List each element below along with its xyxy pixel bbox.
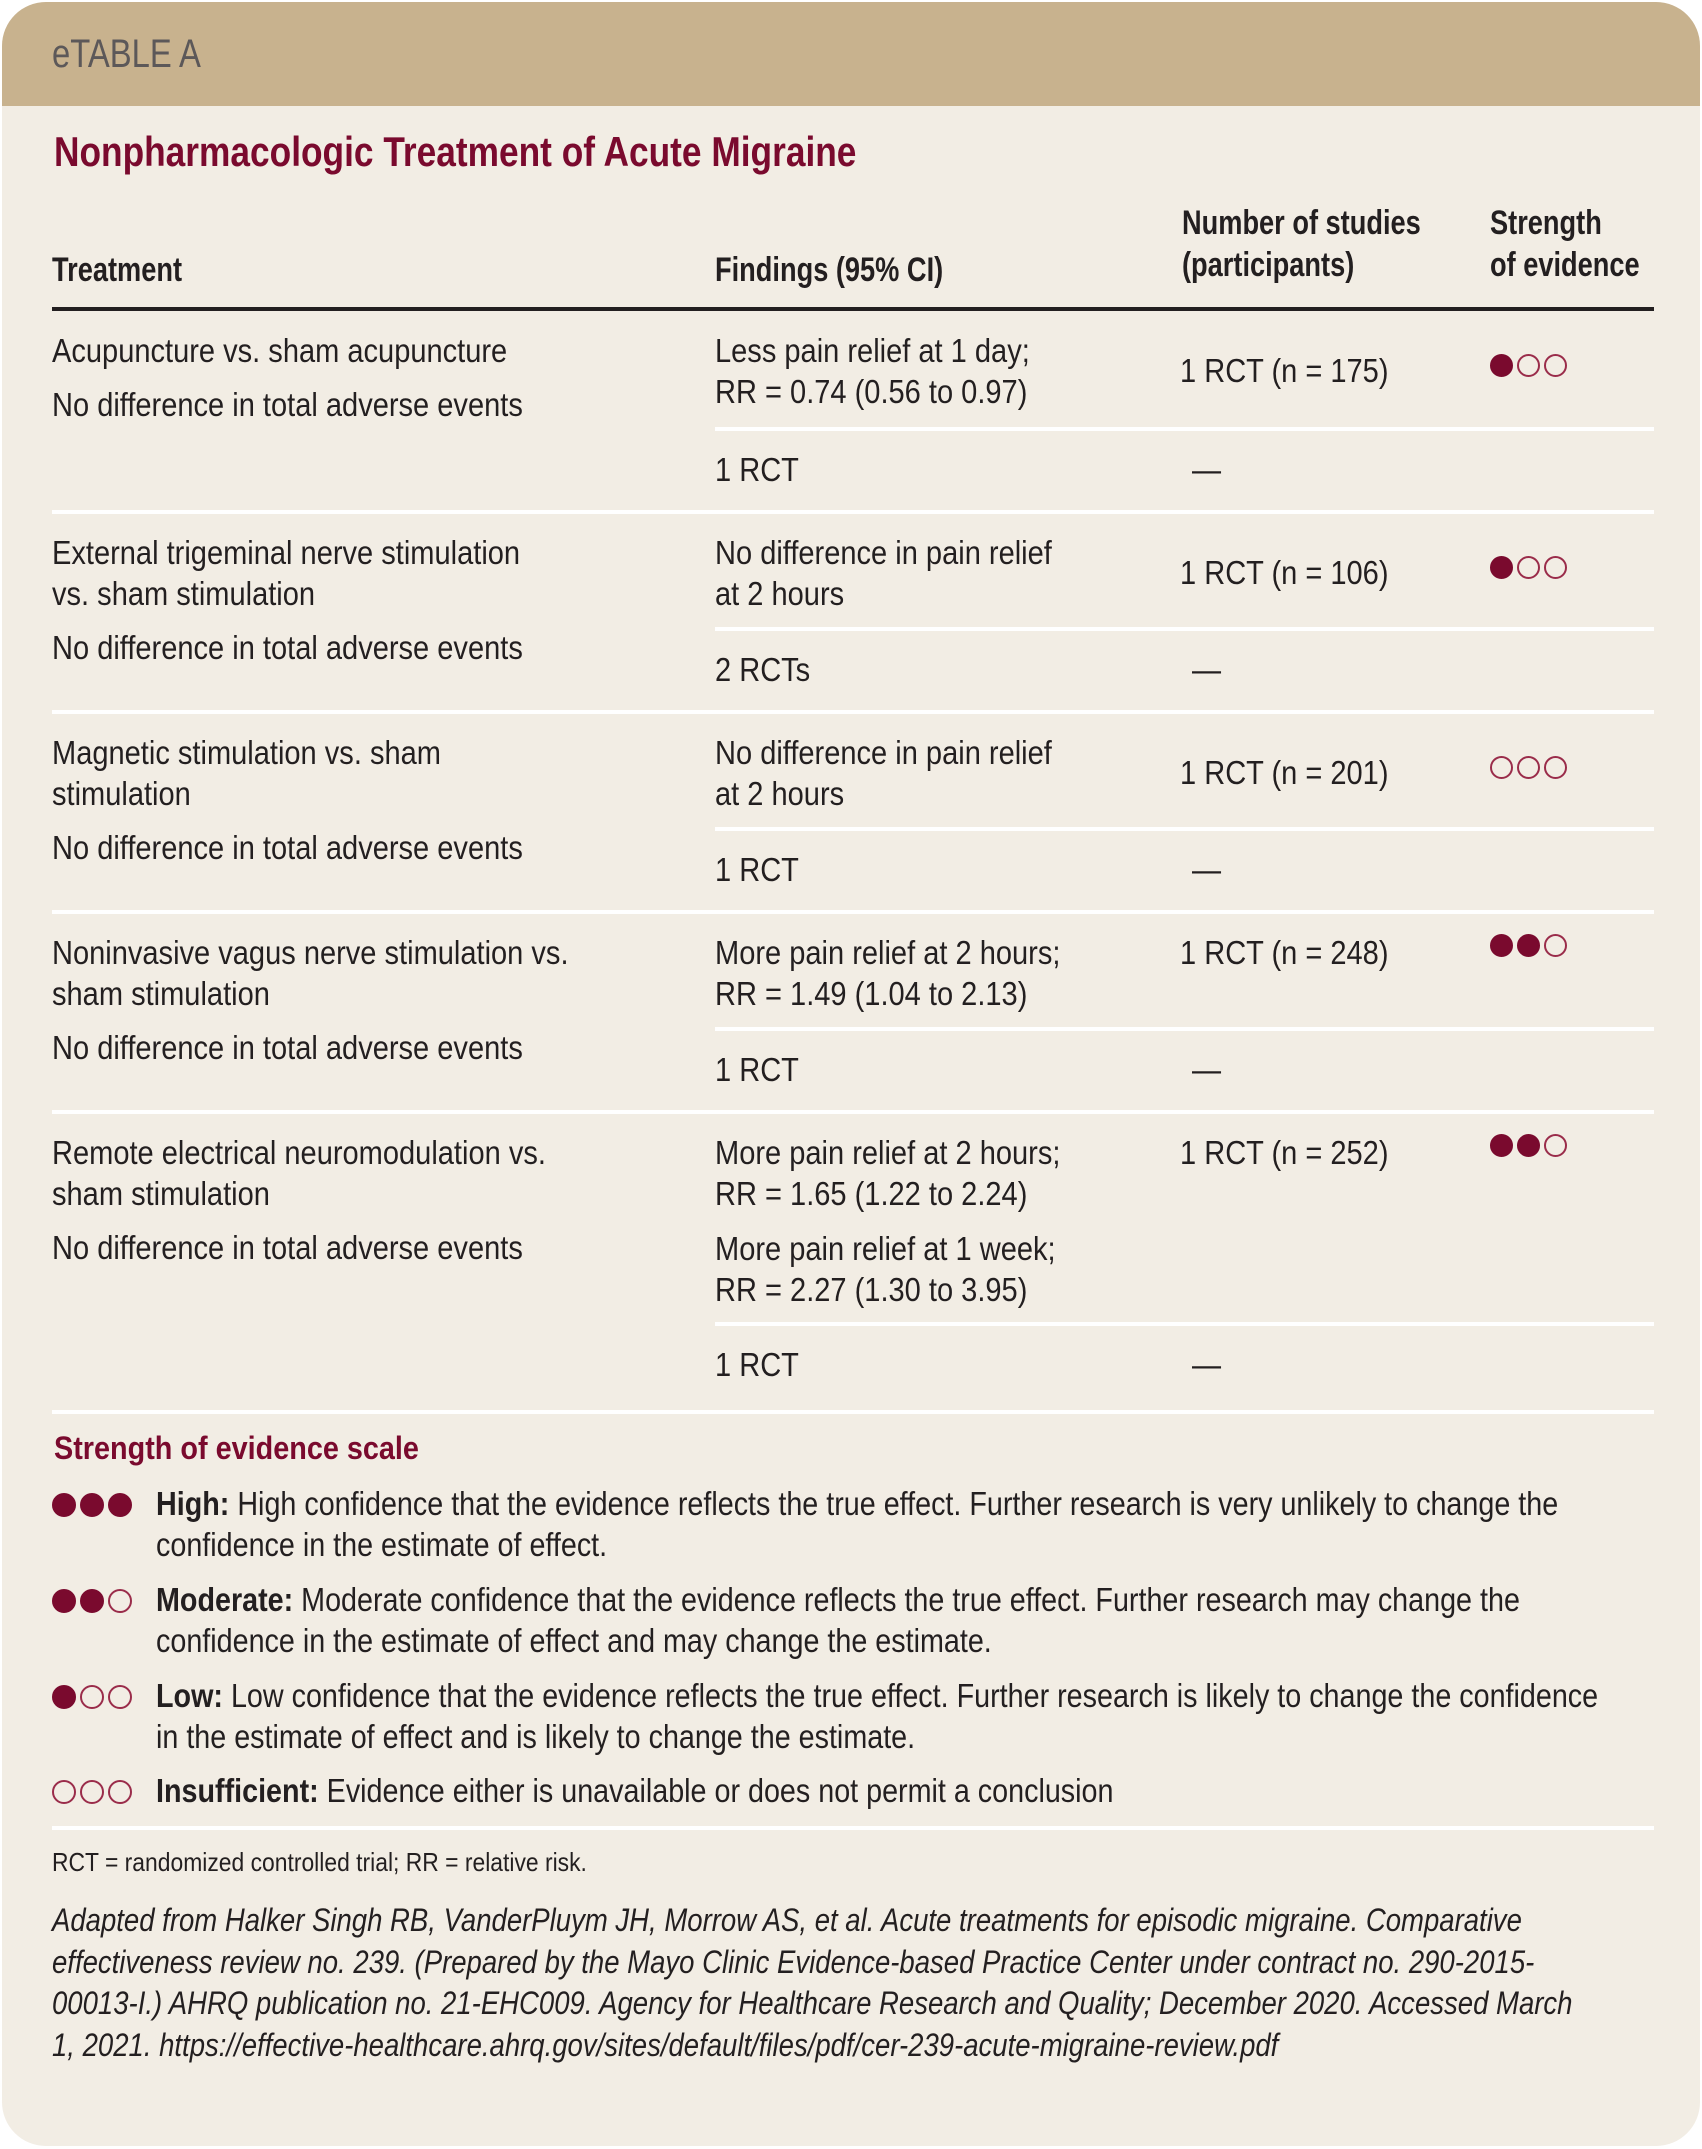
- adverse-studies-cell: 1 RCT: [715, 1346, 799, 1383]
- col-header-strength-line1: Strength: [1490, 204, 1602, 242]
- legend-rating: [52, 1493, 132, 1517]
- table-title: Nonpharmacologic Treatment of Acute Migraine: [54, 128, 857, 175]
- adverse-studies-cell: 1 RCT: [715, 451, 799, 488]
- filled-circle-icon: [1490, 354, 1513, 377]
- findings-cell: [715, 330, 1030, 412]
- legend-description: [156, 1483, 1626, 1565]
- strength-of-evidence-rating: [1490, 1134, 1567, 1157]
- legend-description: [156, 1579, 1626, 1661]
- abbreviations-footnote: RCT = randomized controlled trial; RR = relative risk.: [52, 1847, 587, 1877]
- filled-circle-icon: [80, 1493, 104, 1517]
- legend-rating: [52, 1685, 132, 1709]
- treatment-line: External trigeminal nerve stimulation: [52, 534, 521, 571]
- strength-of-evidence-rating: [1490, 934, 1567, 957]
- findings-cell: [715, 532, 1052, 614]
- col-header-studies-line1: Number of studies: [1182, 204, 1421, 242]
- findings-line: More pain relief at 1 week;: [715, 1230, 1056, 1267]
- legend-text-body: Moderate confidence that the evidence reflects the true effect. Further research may change the confidence in the estimate of effect and may change the estimate.: [156, 1581, 1520, 1659]
- col-header-strength: [1490, 202, 1640, 286]
- filled-circle-icon: [80, 1589, 104, 1613]
- adverse-studies-cell: 2 RCTs: [715, 651, 811, 688]
- filled-circle-icon: [1490, 934, 1513, 957]
- findings-line: RR = 2.27 (1.30 to 3.95): [715, 1271, 1028, 1308]
- legend-description: [156, 1770, 1626, 1811]
- col-header-studies-line2: (participants): [1182, 246, 1355, 284]
- row-divider: [52, 710, 1654, 714]
- findings-line: at 2 hours: [715, 775, 845, 812]
- treatment-cell: [52, 532, 520, 614]
- treatment-line: Noninvasive vagus nerve stimulation vs.: [52, 934, 569, 971]
- findings-line: No difference in pain relief: [715, 734, 1052, 771]
- findings-line: at 2 hours: [715, 575, 845, 612]
- adverse-participants-cell: —: [1192, 451, 1222, 488]
- findings-cell: [715, 932, 1060, 1014]
- empty-circle-icon: [1544, 756, 1567, 779]
- legend-term: Moderate:: [156, 1581, 294, 1618]
- filled-circle-icon: [1490, 1134, 1513, 1157]
- treatment-line: vs. sham stimulation: [52, 575, 316, 612]
- empty-circle-icon: [52, 1780, 76, 1804]
- empty-circle-icon: [1544, 354, 1567, 377]
- adverse-studies-cell: 1 RCT: [715, 1051, 799, 1088]
- strength-of-evidence-rating: [1490, 354, 1567, 377]
- row-divider: [52, 1110, 1654, 1114]
- filled-circle-icon: [108, 1493, 132, 1517]
- source-citation: Adapted from Halker Singh RB, VanderPluym JH, Morrow AS, et al. Acute treatments for episodic migraine. Comparative effectiveness review no. 239. (Prepared by the Mayo Clinic Evidence-based Practice Center under contract no. 290-2015-00013-I.) AHRQ publication no. 21-EHC009. Agency for Healthcare Research and Quality; December 2020. Accessed March 1, 2021. https://effective-healthcare.ahrq.gov/sites/default/files/pdf/cer-239-acute-migraine-review.pdf: [52, 1902, 1573, 2063]
- legend-rating: [52, 1780, 132, 1804]
- treatment-cell: [52, 1132, 546, 1214]
- table-label: eTABLE A: [52, 32, 201, 76]
- row-divider: [52, 910, 1654, 914]
- treatment-line: stimulation: [52, 775, 191, 812]
- empty-circle-icon: [80, 1685, 104, 1709]
- empty-circle-icon: [1544, 934, 1567, 957]
- empty-circle-icon: [108, 1780, 132, 1804]
- findings-cell: [715, 1132, 1060, 1310]
- filled-circle-icon: [52, 1493, 76, 1517]
- row-divider: [52, 510, 1654, 514]
- treatment-cell: [52, 932, 569, 1014]
- filled-circle-icon: [1517, 1134, 1540, 1157]
- legend-term: High:: [156, 1485, 230, 1522]
- adverse-events-cell: No difference in total adverse events: [52, 1029, 523, 1066]
- adverse-events-cell: No difference in total adverse events: [52, 629, 523, 666]
- treatment-cell: [52, 330, 507, 371]
- legend-description: [156, 1675, 1626, 1757]
- legend-term: Low:: [156, 1677, 223, 1714]
- findings-line: No difference in pain relief: [715, 534, 1052, 571]
- filled-circle-icon: [1517, 934, 1540, 957]
- studies-cell: 1 RCT (n = 106): [1180, 554, 1389, 591]
- treatment-cell: [52, 732, 441, 814]
- adverse-events-cell: No difference in total adverse events: [52, 1229, 523, 1266]
- legend-rating: [52, 1589, 132, 1613]
- treatment-line: sham stimulation: [52, 1175, 270, 1212]
- legend-text-body: Evidence either is unavailable or does not permit a conclusion: [318, 1772, 1114, 1809]
- treatment-line: Acupuncture vs. sham acupuncture: [52, 332, 508, 369]
- col-header-studies: [1182, 202, 1421, 286]
- col-header-strength-line2: of evidence: [1490, 246, 1640, 284]
- empty-circle-icon: [1544, 556, 1567, 579]
- empty-circle-icon: [1490, 756, 1513, 779]
- empty-circle-icon: [1517, 756, 1540, 779]
- adverse-events-cell: No difference in total adverse events: [52, 386, 523, 423]
- row-divider: [52, 1410, 1654, 1414]
- adverse-events-cell: No difference in total adverse events: [52, 829, 523, 866]
- empty-circle-icon: [1517, 556, 1540, 579]
- empty-circle-icon: [80, 1780, 104, 1804]
- row-subdivider: [715, 427, 1654, 431]
- table-card: [2, 2, 1700, 2146]
- adverse-participants-cell: —: [1192, 851, 1222, 888]
- findings-line: More pain relief at 2 hours;: [715, 934, 1061, 971]
- studies-cell: 1 RCT (n = 248): [1180, 934, 1389, 971]
- col-header-treatment: Treatment: [52, 251, 182, 289]
- row-subdivider: [715, 627, 1654, 631]
- strength-of-evidence-rating: [1490, 556, 1567, 579]
- filled-circle-icon: [1490, 556, 1513, 579]
- adverse-participants-cell: —: [1192, 1346, 1222, 1383]
- treatment-line: Remote electrical neuromodulation vs.: [52, 1134, 546, 1171]
- filled-circle-icon: [52, 1589, 76, 1613]
- row-subdivider: [715, 1322, 1654, 1326]
- treatment-line: sham stimulation: [52, 975, 270, 1012]
- col-header-findings: Findings (95% CI): [715, 251, 944, 289]
- treatment-line: Magnetic stimulation vs. sham: [52, 734, 441, 771]
- strength-of-evidence-rating: [1490, 756, 1567, 779]
- studies-cell: 1 RCT (n = 175): [1180, 352, 1389, 389]
- row-subdivider: [715, 827, 1654, 831]
- findings-line: Less pain relief at 1 day;: [715, 332, 1030, 369]
- findings-cell: [715, 732, 1052, 814]
- scale-title: Strength of evidence scale: [54, 1430, 419, 1466]
- findings-line: RR = 1.65 (1.22 to 2.24): [715, 1175, 1028, 1212]
- studies-cell: 1 RCT (n = 201): [1180, 754, 1389, 791]
- adverse-studies-cell: 1 RCT: [715, 851, 799, 888]
- findings-line: More pain relief at 2 hours;: [715, 1134, 1061, 1171]
- legend-text-body: Low confidence that the evidence reflects the true effect. Further research is likely to change the confidence in the estimate of effect and is likely to change the estimate.: [156, 1677, 1599, 1755]
- header-band: [2, 2, 1700, 106]
- filled-circle-icon: [52, 1685, 76, 1709]
- header-rule: [52, 307, 1654, 311]
- findings-line: RR = 1.49 (1.04 to 2.13): [715, 975, 1028, 1012]
- empty-circle-icon: [108, 1589, 132, 1613]
- legend-divider: [52, 1826, 1654, 1830]
- empty-circle-icon: [1544, 1134, 1567, 1157]
- legend-text-body: High confidence that the evidence reflects the true effect. Further research is very unlikely to change the confidence in the estimate of effect.: [156, 1485, 1559, 1563]
- adverse-participants-cell: —: [1192, 651, 1222, 688]
- empty-circle-icon: [1517, 354, 1540, 377]
- row-subdivider: [715, 1027, 1654, 1031]
- empty-circle-icon: [108, 1685, 132, 1709]
- findings-line: RR = 0.74 (0.56 to 0.97): [715, 373, 1028, 410]
- studies-cell: 1 RCT (n = 252): [1180, 1134, 1389, 1171]
- adverse-participants-cell: —: [1192, 1051, 1222, 1088]
- legend-term: Insufficient:: [156, 1772, 319, 1809]
